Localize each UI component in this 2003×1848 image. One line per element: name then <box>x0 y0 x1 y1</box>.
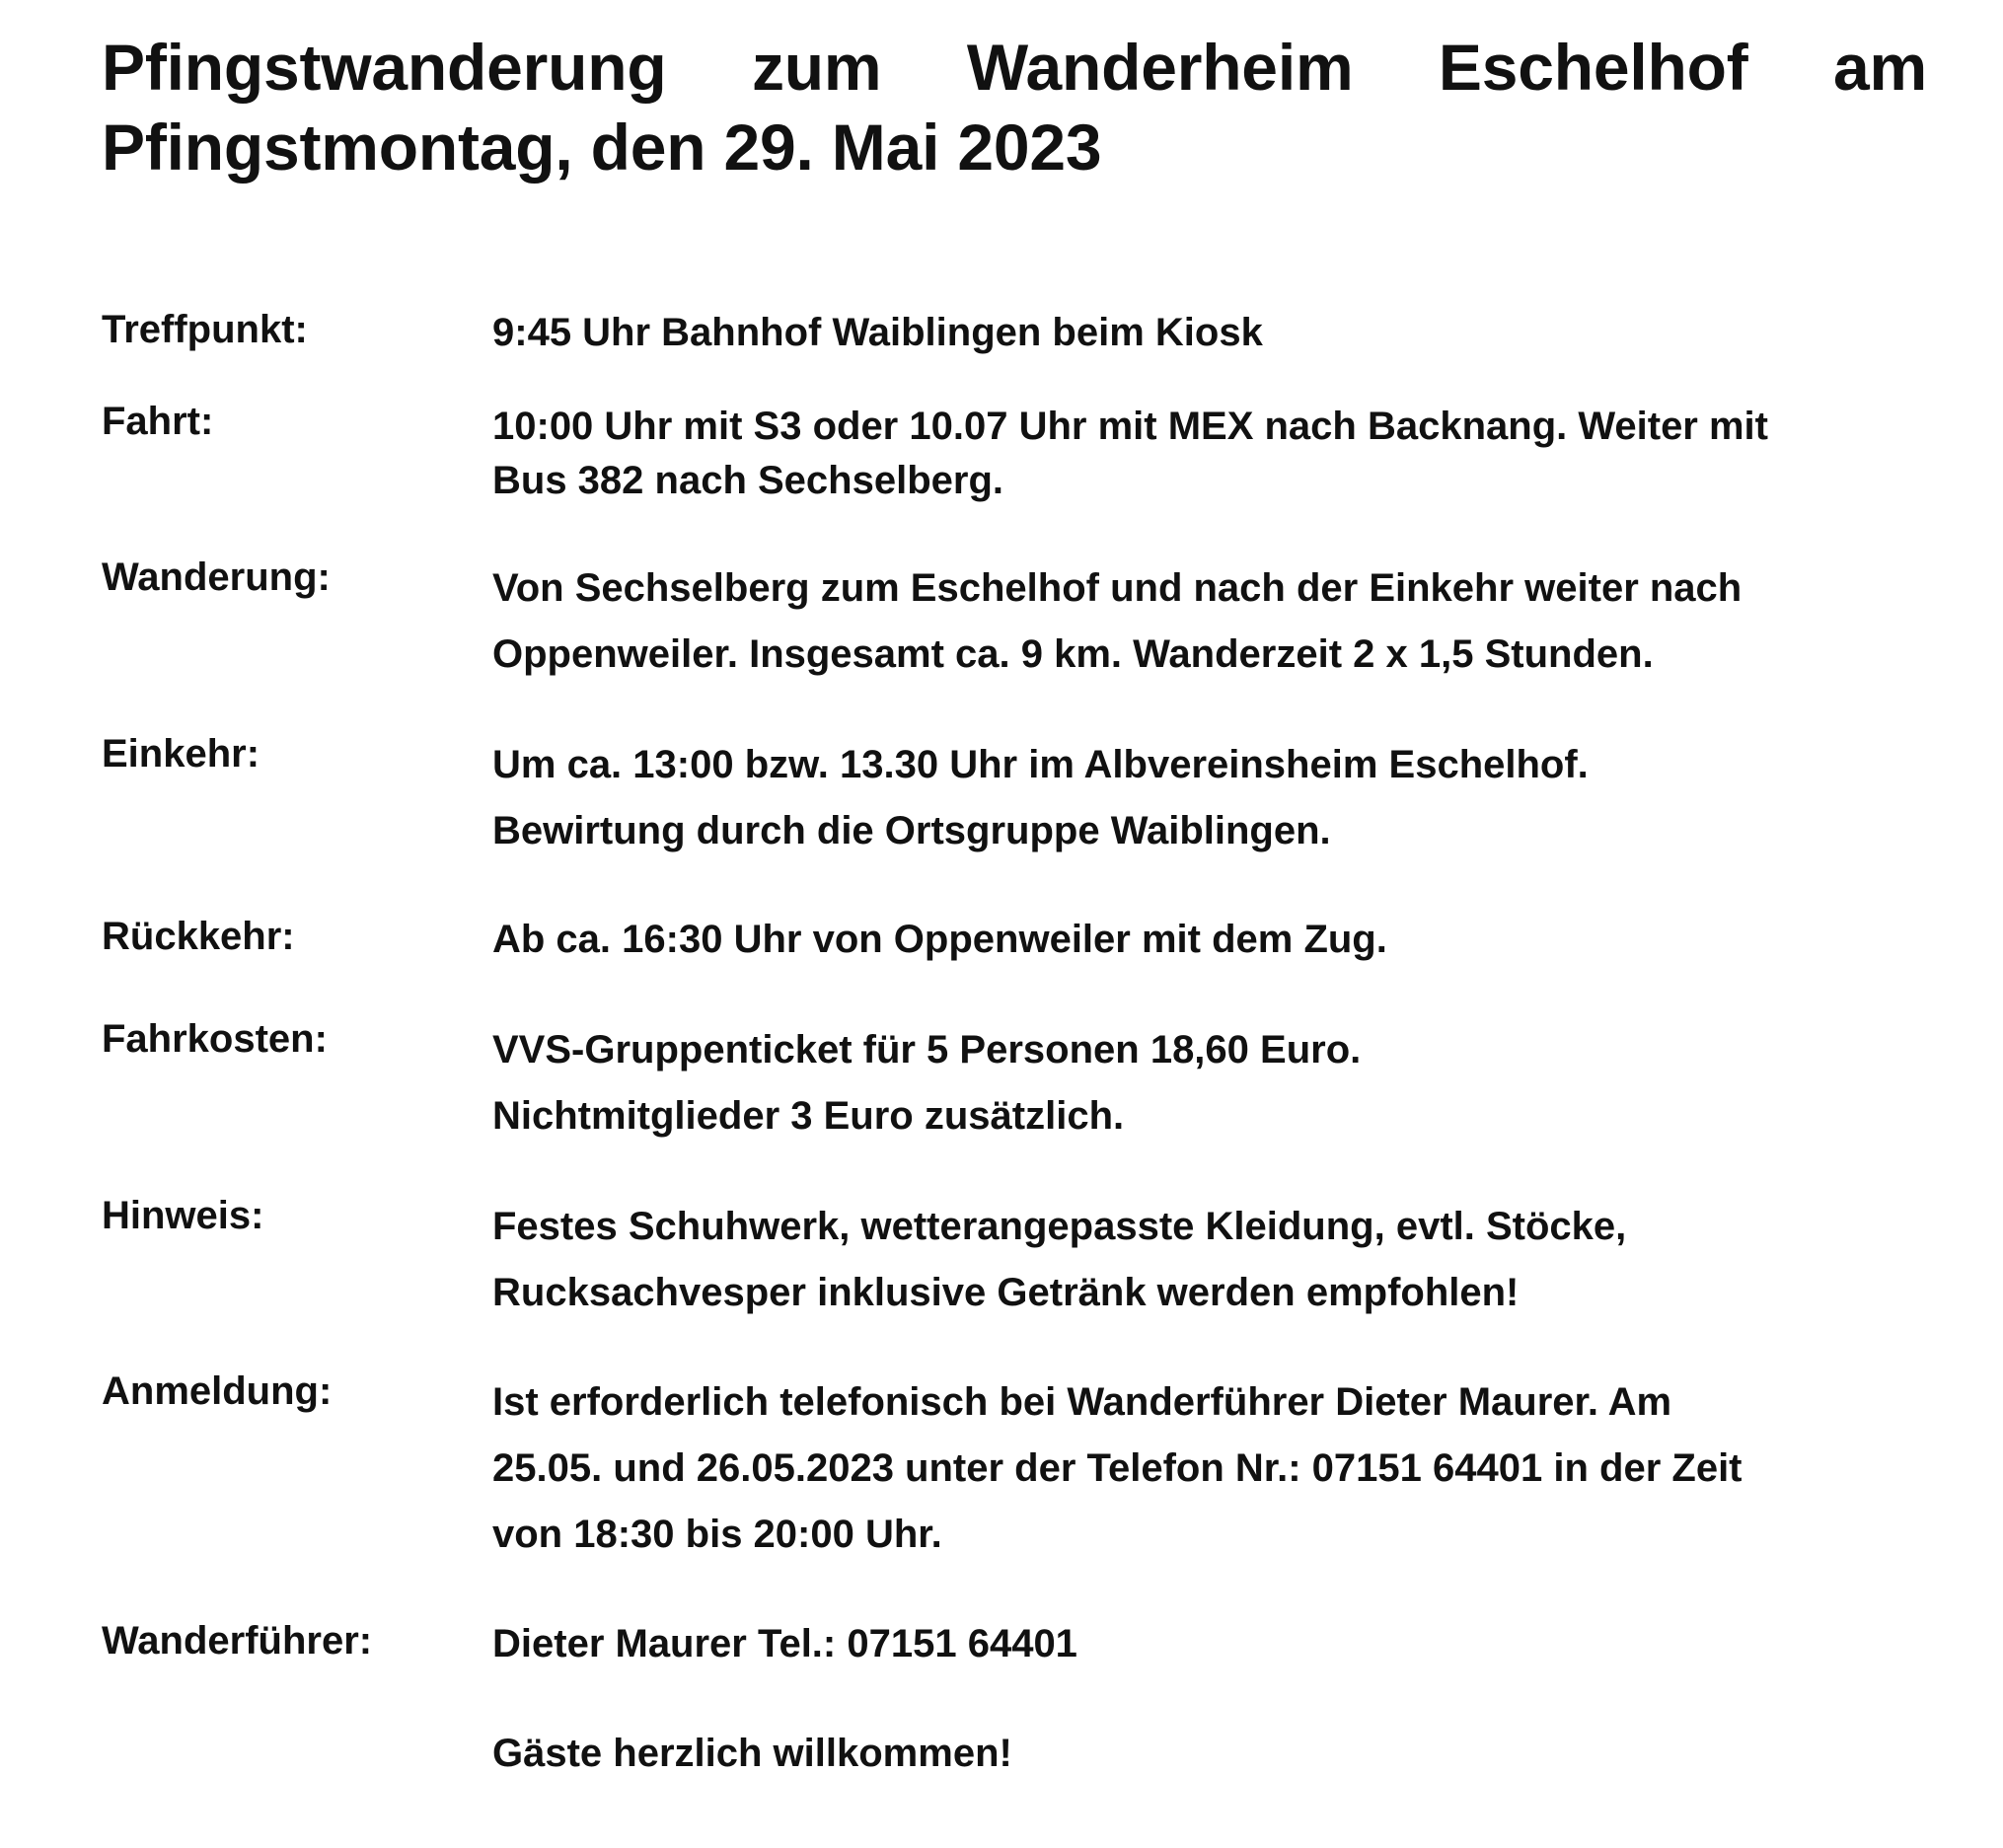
entry-label: Fahrkosten: <box>102 1017 328 1061</box>
closing-line: Gäste herzlich willkommen! <box>492 1732 1012 1775</box>
entry-value <box>492 1619 1933 1668</box>
entry-line: Ist erforderlich telefonisch bei Wanderführer Dieter Maurer. Am <box>492 1380 1672 1424</box>
entry-line: Bewirtung durch die Ortsgruppe Waiblingen. <box>492 809 1331 852</box>
entry-line: von 18:30 bis 20:00 Uhr. <box>492 1513 942 1556</box>
entry-label: Fahrt: <box>102 400 214 443</box>
entry-line: Festes Schuhwerk, wetterangepasste Kleidung, evtl. Stöcke, <box>492 1205 1627 1248</box>
entry-line: Rucksachvesper inklusive Getränk werden empfohlen! <box>492 1271 1520 1314</box>
entry-line: Um ca. 13:00 bzw. 13.30 Uhr im Albvereinsheim Eschelhof. <box>492 743 1589 786</box>
entry-value <box>492 400 1933 508</box>
entry-line: 25.05. und 26.05.2023 unter der Telefon Nr.: 07151 64401 in der Zeit <box>492 1446 1743 1490</box>
entry-value <box>492 555 1933 688</box>
entry-value <box>492 732 1933 864</box>
entry-label: Wanderung: <box>102 555 331 599</box>
entry-line: Bus 382 nach Sechselberg. <box>492 459 1004 502</box>
entry-line: 10:00 Uhr mit S3 oder 10.07 Uhr mit MEX nach Backnang. Weiter mit <box>492 405 1768 448</box>
entry-label: Wanderführer: <box>102 1619 373 1663</box>
entry-line: 9:45 Uhr Bahnhof Waiblingen beim Kiosk <box>492 311 1263 354</box>
entry-line: VVS-Gruppenticket für 5 Personen 18,60 Euro. <box>492 1028 1362 1072</box>
entry-line: Dieter Maurer Tel.: 07151 64401 <box>492 1622 1077 1665</box>
entry-line: Oppenweiler. Insgesamt ca. 9 km. Wanderzeit 2 x 1,5 Stunden. <box>492 632 1654 676</box>
entry-value <box>492 1369 1933 1568</box>
entry-value <box>492 1729 1933 1778</box>
entry-value <box>492 1194 1933 1326</box>
entry-line: Nichtmitglieder 3 Euro zusätzlich. <box>492 1094 1125 1138</box>
entry-label: Rückkehr: <box>102 915 295 958</box>
entry-line: Ab ca. 16:30 Uhr von Oppenweiler mit dem Zug. <box>492 918 1387 961</box>
entry-value <box>492 1017 1933 1149</box>
page-title: Pfingstwanderung zum Wanderheim Eschelhof am Pfingstmontag, den 29. Mai 2023 <box>102 31 1927 184</box>
entry-label: Anmeldung: <box>102 1369 333 1413</box>
entry-label: Einkehr: <box>102 732 260 776</box>
entry-value <box>492 915 1933 964</box>
entry-label: Treffpunkt: <box>102 308 308 351</box>
entry-value <box>492 308 1933 357</box>
entry-label: Hinweis: <box>102 1194 264 1237</box>
entry-line: Von Sechselberg zum Eschelhof und nach der Einkehr weiter nach <box>492 566 1743 610</box>
document-page <box>102 28 1927 187</box>
